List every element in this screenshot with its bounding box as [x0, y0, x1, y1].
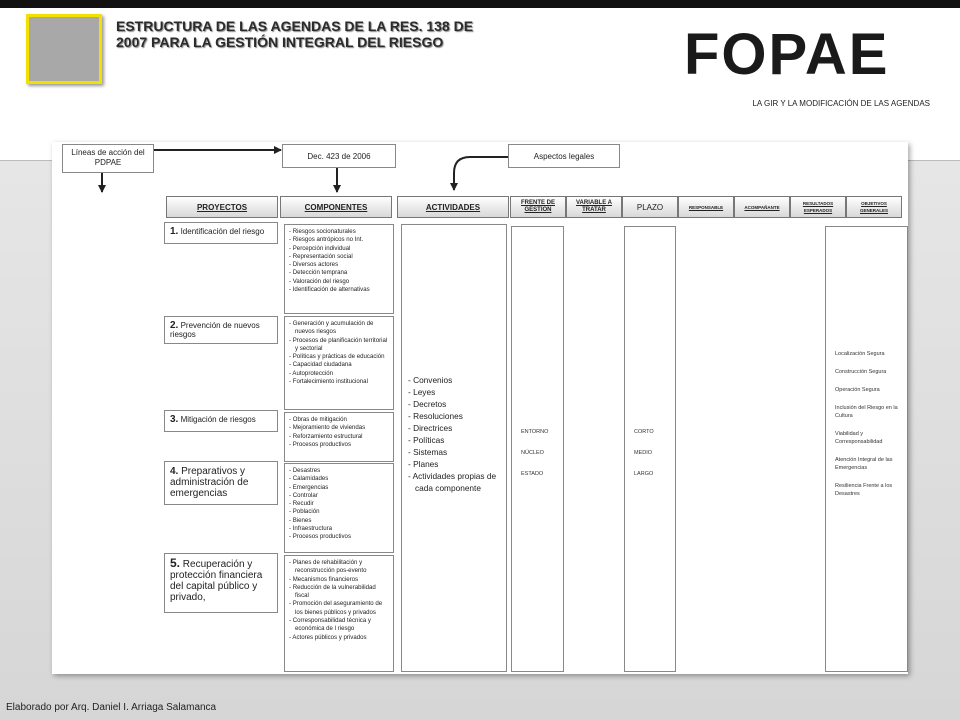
component-item: - Reforzamiento estructural [289, 433, 389, 441]
column-header-plazo: PLAZO [622, 196, 678, 218]
component-item: - Planes de rehabilitación y reconstrucción pos-evento [289, 559, 389, 576]
source-box-aspectos: Aspectos legales [508, 144, 620, 168]
activity-item: - Convenios [408, 374, 506, 386]
project-box-2: 2. Prevención de nuevos riesgos [164, 316, 278, 344]
column-header-actividades: ACTIVIDADES [397, 196, 509, 218]
column-header-componentes: COMPONENTES [280, 196, 392, 218]
column-header-proyectos: PROYECTOS [166, 196, 278, 218]
component-item: - Reducción de la vulnerabilidad fiscal [289, 584, 389, 601]
objetivo-item: Atención Integral de las Emergencias [835, 457, 893, 471]
component-item: - Generación y acumulación de nuevos riesgos [289, 320, 389, 337]
activity-item: - Decretos [408, 398, 506, 410]
component-item: - Infraestructura [289, 525, 389, 533]
objetivo-item: Operación Segura [835, 387, 880, 393]
objetivos-list [835, 350, 907, 508]
component-item: - Capacidad ciudadana [289, 361, 389, 369]
activity-item: - Políticas [408, 434, 506, 446]
activity-item: - Actividades propias de cada componente [408, 470, 506, 494]
logo-subtitle: LA GIR Y LA MODIFICACIÓN DE LAS AGENDAS [752, 99, 930, 108]
plazo-list [634, 422, 654, 485]
component-item: - Controlar [289, 492, 389, 500]
component-item: - Mecanismos financieros [289, 576, 389, 584]
column-header-frente: FRENTE DE GESTIÓN [510, 196, 566, 218]
component-box-2 [284, 316, 394, 410]
project-box-3: 3. Mitigación de riesgos [164, 410, 278, 432]
component-item: - Procesos productivos [289, 441, 389, 449]
arrow-aspectos-to-actividades [454, 157, 508, 190]
component-item: - Diversos actores [289, 261, 389, 269]
objetivo-item: Construcción Segura [835, 369, 887, 375]
component-item: - Obras de mitigación [289, 416, 389, 424]
component-item: - Actores públicos y privados [289, 634, 389, 642]
component-item: - Percepción individual [289, 245, 389, 253]
component-item: - Bienes [289, 517, 389, 525]
component-box-5 [284, 555, 394, 672]
component-list-4 [285, 464, 393, 542]
component-box-1 [284, 224, 394, 314]
activities-box [401, 224, 507, 672]
source-box-decreto: Dec. 423 de 2006 [282, 144, 396, 168]
component-item: - Riesgos antrópicos no Int. [289, 236, 389, 244]
top-bar [0, 0, 960, 8]
plazo-item: CORTO [634, 429, 654, 435]
component-item: - Población [289, 508, 389, 516]
page-title: ESTRUCTURA DE LAS AGENDAS DE LA RES. 138 DE 2007 PARA LA GESTIÓN INTEGRAL DEL RIESGO [116, 18, 474, 50]
project-box-5: 5. Recuperación y protección financiera del capital público y privado, [164, 553, 278, 613]
frente-item: NÚCLEO [521, 450, 544, 456]
component-item: - Procesos de planificación territorial y sectorial [289, 337, 389, 354]
plazo-item: LARGO [634, 471, 654, 477]
plazo-item: MEDIO [634, 450, 653, 456]
fopae-logo: FOPAE [684, 22, 890, 87]
activity-item: - Directrices [408, 422, 506, 434]
component-list-5 [285, 556, 393, 642]
activity-item: - Resoluciones [408, 410, 506, 422]
component-item: - Promoción del aseguramiento de los bienes públicos y privados [289, 600, 389, 617]
component-list-1 [285, 225, 393, 294]
component-item: - Representación social [289, 253, 389, 261]
component-item: - Autoprotección [289, 370, 389, 378]
component-item: - Valoración del riesgo [289, 278, 389, 286]
component-item: - Riesgos socionaturales [289, 228, 389, 236]
diagram-canvas [52, 142, 908, 674]
component-item: - Procesos productivos [289, 533, 389, 541]
component-item: - Fortalecimiento institucional [289, 378, 389, 386]
component-list-3 [285, 413, 393, 449]
project-box-1: 1. Identificación del riesgo [164, 222, 278, 244]
component-item: - Calamidades [289, 475, 389, 483]
objetivo-item: Localización Segura [835, 351, 885, 357]
objetivo-item: Inclusión del Riesgo en la Cultura [835, 405, 898, 419]
component-item: - Detección temprana [289, 269, 389, 277]
component-item: - Identificación de alternativas [289, 286, 389, 294]
component-box-3 [284, 412, 394, 462]
activity-item: - Leyes [408, 386, 506, 398]
component-item: - Mejoramiento de viviendas [289, 424, 389, 432]
objetivos-box [825, 226, 908, 672]
activity-item: - Sistemas [408, 446, 506, 458]
column-header-resultados: RESULTADOS ESPERADOS [790, 196, 846, 218]
frente-item: ESTADO [521, 471, 544, 477]
component-list-2 [285, 317, 393, 386]
objetivo-item: Viabilidad y Corresponsabilidad [835, 431, 883, 445]
activity-item: - Planes [408, 458, 506, 470]
header-square-graphic [26, 14, 102, 84]
component-item: - Emergencias [289, 484, 389, 492]
footer-credit: Elaborado por Arq. Daniel I. Arriaga Salamanca [6, 702, 217, 713]
column-header-acompanante: ACOMPAÑANTE [734, 196, 790, 218]
project-box-4: 4. Preparativos y administración de emergencias [164, 461, 278, 505]
plazo-box [624, 226, 676, 672]
source-box-lineas: Líneas de acción del PDPAE [62, 144, 154, 173]
column-header-variable: VARIABLE A TRATAR [566, 196, 622, 218]
column-header-objetivos: OBJETIVOS GENERALES [846, 196, 902, 218]
objetivo-item: Resiliencia Frente a los Desastres [835, 483, 893, 497]
component-box-4 [284, 463, 394, 553]
component-item: - Corresponsabilidad técnica y económica de l riesgo [289, 617, 389, 634]
frente-list [521, 422, 548, 485]
frente-box [511, 226, 564, 672]
column-header-responsable: RESPONSABLE [678, 196, 734, 218]
component-item: - Desastres [289, 467, 389, 475]
frente-item: ENTORNO [521, 429, 549, 435]
activities-list [408, 374, 506, 494]
component-item: - Políticas y prácticas de educación [289, 353, 389, 361]
component-item: - Recudir [289, 500, 389, 508]
